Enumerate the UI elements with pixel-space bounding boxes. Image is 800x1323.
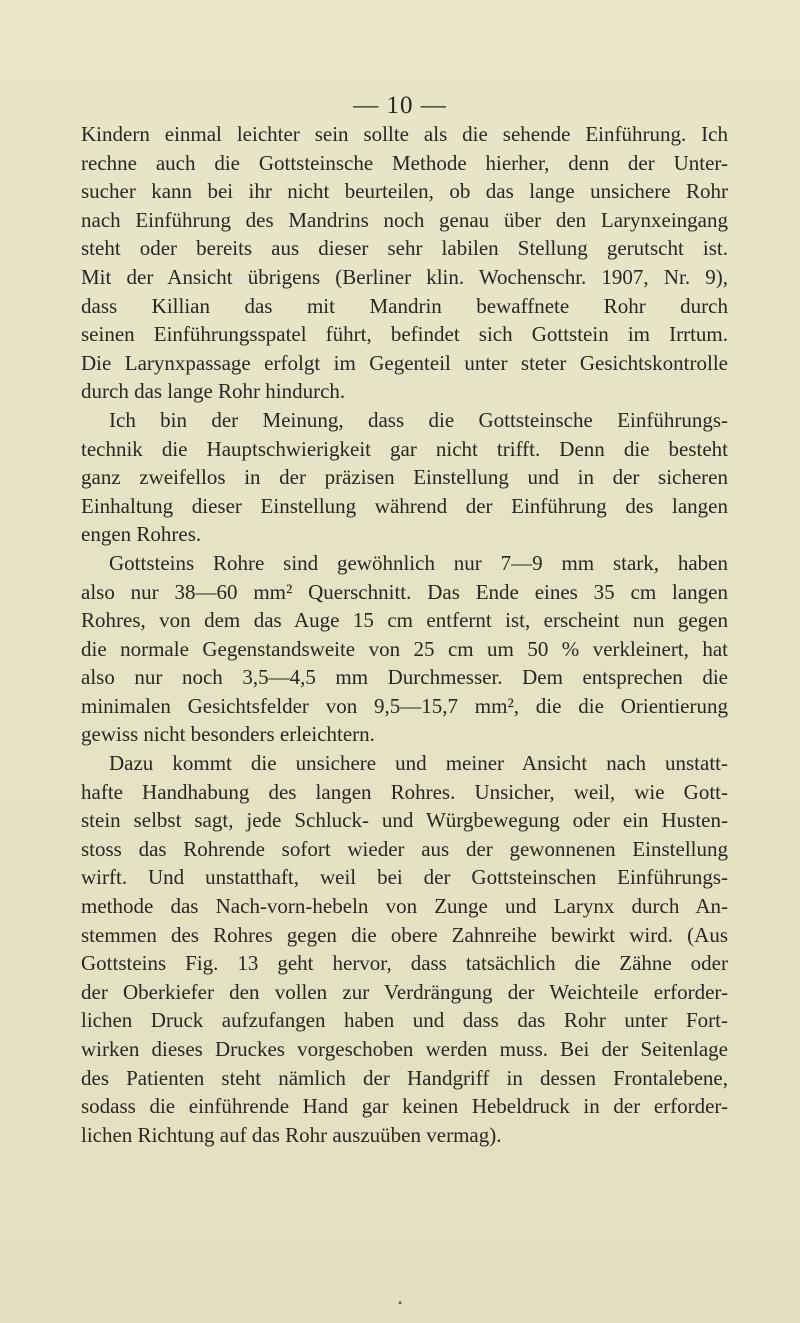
text-line: Mit der Ansicht übrigens (Berliner klin. Wochenschr. 1907, Nr. 9), [81,264,728,289]
text-line: Rohres, von dem das Auge 15 cm entfernt ist, erscheint nun gegen [81,608,728,633]
text-line: stein selbst sagt, jede Schluck- und Würgbewegung oder ein Husten- [81,808,728,833]
text-line: Kindern einmal leichter sein sollte als die sehende Einführung. Ich [81,122,728,146]
text-line: minimalen Gesichtsfelder von 9,5—15,7 mm², die die Orientierung [81,693,728,718]
text-line: also nur 38—60 mm² Querschnitt. Das Ende eines 35 cm langen [81,579,728,604]
text-line: methode das Nach-vorn-hebeln von Zunge und Larynx durch An- [81,894,728,919]
text-line: Die Larynxpassage erfolgt im Gegenteil unter steter Gesichtskontrolle [81,350,728,375]
text-line: nach Einführung des Mandrins noch genau über den Larynxeingang [81,207,728,232]
text-line: stemmen des Rohres gegen die obere Zahnreihe bewirkt wird. (Aus [81,922,728,947]
text-line: lichen Druck aufzufangen haben und dass das Rohr unter Fort- [81,1008,728,1033]
text-line: hafte Handhabung des langen Rohres. Unsicher, weil, wie Gott- [81,779,728,804]
print-mark: • [398,1296,403,1310]
text-line: lichen Richtung auf das Rohr auszuüben vermag). [81,1122,502,1147]
text-line: also nur noch 3,5—4,5 mm Durchmesser. Dem entsprechen die [81,665,728,690]
paragraph-start-line: Dazu kommt die unsichere und meiner Ansicht nach unstatt- [109,751,728,776]
text-line: stoss das Rohrende sofort wieder aus der gewonnenen Einstellung [81,836,728,861]
text-line: gewiss nicht besonders erleichtern. [81,722,375,747]
text-line: rechne auch die Gottsteinsche Methode hierher, denn der Unter- [81,150,728,175]
text-line: sucher kann bei ihr nicht beurteilen, ob das lange unsichere Rohr [81,179,728,204]
text-line: wirft. Und unstatthaft, weil bei der Gottsteinschen Einführungs- [81,865,728,890]
text-line: ganz zweifellos in der präzisen Einstellung und in der sicheren [81,465,728,490]
paragraph-start-line: Gottsteins Rohre sind gewöhnlich nur 7—9 mm stark, haben [109,550,728,575]
text-line: Einhaltung dieser Einstellung während der Einführung des langen [81,493,728,518]
text-line: die normale Gegenstandsweite von 25 cm um 50 % verkleinert, hat [81,636,728,661]
page-number: — 10 — [353,92,447,119]
text-line: Gottsteins Fig. 13 geht hervor, dass tatsächlich die Zähne oder [81,951,728,976]
text-line: seinen Einführungsspatel führt, befindet sich Gottstein im Irrtum. [81,322,728,347]
text-line: der Oberkiefer den vollen zur Verdrängung der Weichteile erforder- [81,979,728,1004]
body-text [81,120,728,1149]
text-line: wirken dieses Druckes vorgeschoben werden muss. Bei der Seitenlage [81,1037,728,1061]
text-line: sodass die einführende Hand gar keinen Hebeldruck in der erforder- [81,1094,728,1119]
text-line: durch das lange Rohr hindurch. [81,379,346,404]
paragraph-start-line: Ich bin der Meinung, dass die Gottsteinsche Einführungs- [109,407,728,432]
text-line: dass Killian das mit Mandrin bewaffnete Rohr durch [81,293,728,318]
text-line: technik die Hauptschwierigkeit gar nicht trifft. Denn die besteht [81,436,728,461]
text-line: des Patienten steht nämlich der Handgriff in dessen Frontalebene, [81,1065,728,1090]
text-line: steht oder bereits aus dieser sehr labilen Stellung gerutscht ist. [81,236,728,261]
text-line: engen Rohres. [81,522,202,547]
